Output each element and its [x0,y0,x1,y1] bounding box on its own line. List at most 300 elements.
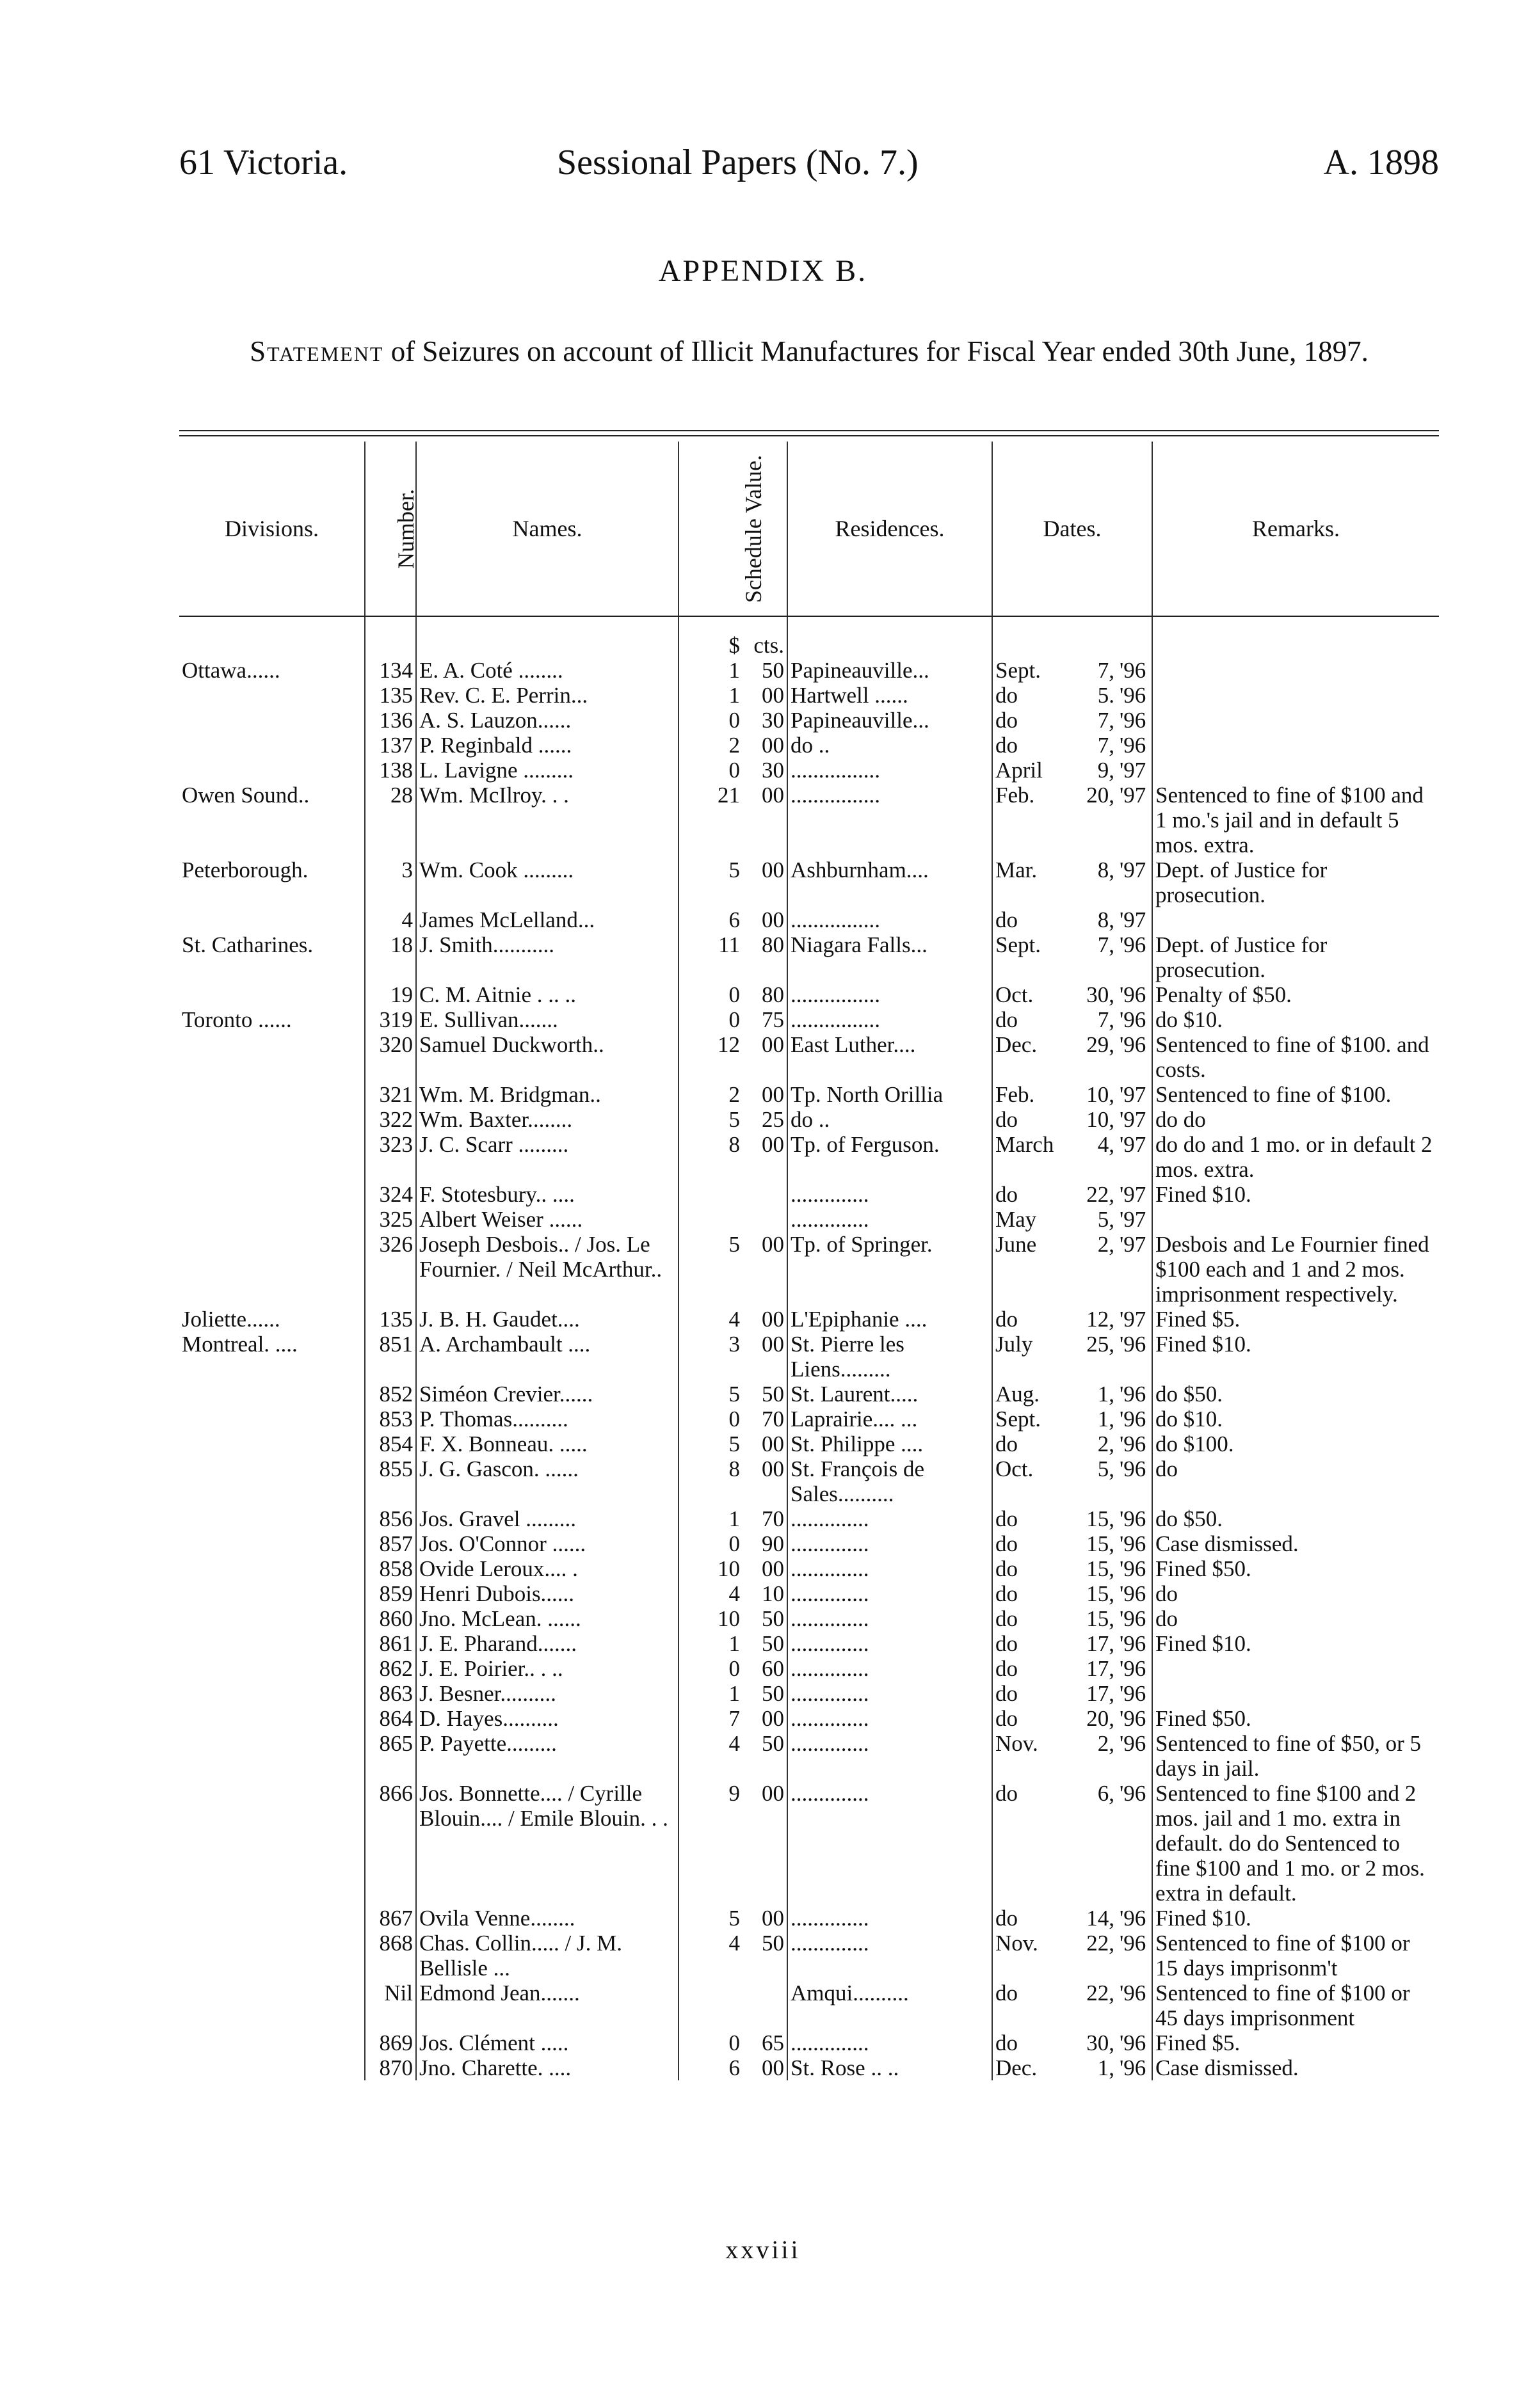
date-month-cell: Nov. [992,1931,1075,1981]
date-day-cell: 9, [1097,758,1114,783]
number-cell: 320 [365,1032,416,1082]
date-year-cell: '96 [1120,1032,1146,1057]
name-cell: Albert Weiser ...... [416,1207,679,1232]
name-cell: Wm. Baxter........ [416,1107,679,1132]
col-dates: Dates. [992,442,1152,616]
division-cell [179,1931,365,1981]
residence-cell: Ashburnham.... [787,857,992,907]
remarks-cell: do $10. [1152,1007,1439,1032]
number-cell: 853 [365,1407,416,1431]
name-cell: J. E. Pharand....... [416,1631,679,1656]
value-dollars-cell: 11 [679,932,743,982]
name-cell: D. Hayes.......... [416,1706,679,1731]
number-cell: 863 [365,1681,416,1706]
table-row [179,982,1439,1007]
date-month-cell: do [992,907,1075,932]
residence-cell: East Luther.... [787,1032,992,1082]
date-year-cell: '97 [1120,1082,1146,1107]
value-dollars-cell: 0 [679,2030,743,2055]
table-row [179,1556,1439,1581]
date-day-cell: 17, [1086,1681,1114,1706]
residence-cell: St. François de Sales.......... [787,1456,992,1506]
unit-cents: cts. [753,633,784,658]
remarks-cell: Penalty of $50. [1152,982,1439,1007]
table-row [179,1082,1439,1107]
date-month-cell: do [992,1981,1075,2030]
division-cell [179,758,365,783]
col-number [365,442,419,616]
value-dollars-cell: 10 [679,1606,743,1631]
division-cell [179,1407,365,1431]
residence-cell: ................ [787,1007,992,1032]
value-dollars-cell: 0 [679,982,743,1007]
name-cell: J. B. H. Gaudet.... [416,1307,679,1332]
name-cell: E. Sullivan....... [416,1007,679,1032]
table-row [179,2030,1439,2055]
name-cell: Jno. Charette. .... [416,2055,679,2080]
table-row [179,758,1439,783]
table-body [179,616,1439,2080]
col-number-label: Number. [392,488,419,569]
number-cell: 854 [365,1431,416,1456]
table-row [179,708,1439,733]
table-row [179,1382,1439,1407]
number-cell: 855 [365,1456,416,1506]
date-day-cell: 4, [1097,1132,1114,1157]
value-cents-cell: 00 [762,1706,784,1731]
remarks-cell: Desbois and Le Fournier fined $100 each and 1 and 2 mos. imprisonment respectively. [1152,1232,1439,1307]
value-cents-cell: 50 [762,658,784,683]
remarks-cell: Sentenced to fine of $100. and costs. [1152,1032,1439,1082]
table-row [179,907,1439,932]
remarks-cell: Dept. of Justice for prosecution. [1152,857,1439,907]
residence-cell: ................ [787,907,992,932]
date-year-cell: '96 [1120,1456,1146,1481]
value-cents-cell: 50 [762,1681,784,1706]
number-cell: Nil [365,1981,416,2030]
date-month-cell: do [992,708,1075,733]
date-day-cell: 17, [1086,1656,1114,1681]
value-dollars-cell: 5 [679,1107,743,1132]
value-cents-cell: 00 [762,1307,784,1332]
value-dollars-cell: 1 [679,1506,743,1531]
date-day-cell: 7, [1097,733,1114,758]
name-cell: Siméon Crevier...... [416,1382,679,1407]
date-day-cell: 8, [1097,907,1114,932]
name-cell: Jos. Bonnette.... / Cyrille Blouin.... / Emile Blouin. . . [416,1781,679,1906]
date-month-cell: Feb. [992,783,1075,857]
date-year-cell: '97 [1120,1107,1146,1132]
name-cell: E. A. Coté ........ [416,658,679,683]
date-month-cell: do [992,1431,1075,1456]
remarks-cell: do $50. [1152,1382,1439,1407]
remarks-cell: do [1152,1456,1439,1506]
column-header-row [179,442,1439,616]
name-cell: Chas. Collin..... / J. M. Bellisle ... [416,1931,679,1981]
table-row [179,1656,1439,1681]
number-cell: 864 [365,1706,416,1731]
number-cell: 870 [365,2055,416,2080]
table-row [179,1731,1439,1781]
name-cell: Ovide Leroux.... . [416,1556,679,1581]
name-cell: Wm. M. Bridgman.. [416,1082,679,1107]
date-day-cell: 2, [1097,1232,1114,1257]
date-year-cell: '96 [1120,2030,1146,2055]
remarks-cell: Fined $10. [1152,1332,1439,1382]
date-year-cell: '96 [1120,658,1146,683]
value-cents-cell: 00 [762,683,784,708]
residence-cell: .............. [787,1606,992,1631]
name-cell: Wm. Cook ......... [416,857,679,907]
value-cents-cell: 60 [762,1656,784,1681]
number-cell: 326 [365,1232,416,1307]
date-day-cell: 20, [1086,1706,1114,1731]
residence-cell: Amqui.......... [787,1981,992,2030]
residence-cell: ................ [787,982,992,1007]
value-cents-cell: 10 [762,1581,784,1606]
value-dollars-cell: 0 [679,758,743,783]
value-cents-cell: 00 [762,1082,784,1107]
remarks-cell: do do [1152,1107,1439,1132]
date-year-cell: '96 [1120,1631,1146,1656]
value-dollars-cell: 5 [679,1906,743,1931]
number-cell: 860 [365,1606,416,1631]
table-row [179,1506,1439,1531]
date-month-cell: do [992,1606,1075,1631]
remarks-cell [1152,907,1439,932]
value-cents-cell: 30 [762,758,784,783]
date-month-cell: do [992,1107,1075,1132]
number-cell: 862 [365,1656,416,1681]
date-year-cell: '96 [1120,982,1146,1007]
value-cents-cell: 00 [762,783,784,808]
name-cell: James McLelland... [416,907,679,932]
name-cell: Ovila Venne........ [416,1906,679,1931]
value-cents-cell: 00 [762,2055,784,2080]
header-year: A. 1898 [1323,143,1439,182]
number-cell: 861 [365,1631,416,1656]
name-cell: Joseph Desbois.. / Jos. Le Fournier. / Neil McArthur.. [416,1232,679,1307]
value-cents-cell: 50 [762,1731,784,1756]
name-cell: Jno. McLean. ...... [416,1606,679,1631]
date-day-cell: 7, [1097,932,1114,957]
remarks-cell: Sentenced to fine of $50, or 5 days in jail. [1152,1731,1439,1781]
date-month-cell: do [992,1007,1075,1032]
name-cell: J. E. Poirier.. . .. [416,1656,679,1681]
remarks-cell [1152,1207,1439,1232]
date-day-cell: 15, [1086,1531,1114,1556]
date-year-cell: '97 [1120,1207,1146,1232]
remarks-cell: do $100. [1152,1431,1439,1456]
date-month-cell: Dec. [992,1032,1075,1082]
value-dollars-cell [679,1981,743,2030]
division-cell: Montreal. .... [182,1332,298,1357]
number-cell: 852 [365,1382,416,1407]
residence-cell: Niagara Falls... [787,932,992,982]
date-month-cell: Sept. [992,658,1075,683]
value-cents-cell: 25 [762,1107,784,1132]
name-cell: F. Stotesbury.. .... [416,1182,679,1207]
residence-cell: .............. [787,1906,992,1931]
value-dollars-cell: 5 [679,857,743,907]
value-dollars-cell: 4 [679,1307,743,1332]
value-cents-cell: 75 [762,1007,784,1032]
date-day-cell: 5, [1097,1456,1114,1481]
date-day-cell: 17, [1086,1631,1114,1656]
remarks-cell: Fined $5. [1152,2030,1439,2055]
value-cents-cell: 00 [762,907,784,932]
number-cell: 3 [365,857,416,907]
remarks-cell: Sentenced to fine of $100 or 45 days imprisonment [1152,1981,1439,2030]
division-cell [179,1182,365,1207]
unit-dollars: $ [679,616,743,658]
value-cents-cell: 70 [762,1407,784,1431]
date-year-cell: '96 [1120,1431,1146,1456]
division-cell [179,1681,365,1706]
residence-cell: Papineauville... [787,658,992,683]
number-cell: 858 [365,1556,416,1581]
date-day-cell: 8, [1097,857,1114,882]
value-dollars-cell [679,1182,743,1207]
value-dollars-cell: 0 [679,1007,743,1032]
remarks-cell: Fined $50. [1152,1556,1439,1581]
date-month-cell: do [992,1556,1075,1581]
residence-cell: .............. [787,1556,992,1581]
value-cents-cell: 30 [762,708,784,733]
table-row [179,1307,1439,1332]
value-dollars-cell: 6 [679,2055,743,2080]
date-day-cell: 15, [1086,1606,1114,1631]
date-year-cell: '96 [1120,1581,1146,1606]
col-residences: Residences. [787,442,992,616]
header-session: 61 Victoria. [179,143,348,182]
number-cell: 321 [365,1082,416,1107]
residence-cell: do .. [787,733,992,758]
date-year-cell: '96 [1120,1906,1146,1931]
unit-row [179,616,1439,658]
date-year-cell: '96 [1120,1931,1146,1956]
residence-cell: Laprairie.... ... [787,1407,992,1431]
value-dollars-cell [679,1207,743,1232]
number-cell: 866 [365,1781,416,1906]
date-month-cell: July [992,1332,1075,1382]
number-cell: 18 [365,932,416,982]
remarks-cell [1152,683,1439,708]
value-dollars-cell: 12 [679,1032,743,1082]
date-day-cell: 7, [1097,708,1114,733]
division-cell [179,1032,365,1082]
table-row [179,1182,1439,1207]
table-row [179,1107,1439,1132]
residence-cell: .............. [787,2030,992,2055]
header-title: Sessional Papers (No. 7.) [557,143,919,182]
table-row [179,683,1439,708]
value-cents-cell: 00 [762,1456,784,1481]
number-cell: 869 [365,2030,416,2055]
number-cell: 4 [365,907,416,932]
number-cell: 28 [365,783,416,857]
value-dollars-cell: 5 [679,1232,743,1307]
value-cents-cell: 50 [762,1606,784,1631]
division-cell [179,683,365,708]
name-cell: Jos. Gravel ......... [416,1506,679,1531]
date-day-cell: 22, [1086,1931,1114,1956]
value-cents-cell [743,1207,787,1232]
number-cell: 138 [365,758,416,783]
value-cents-cell: 50 [762,1931,784,1956]
residence-cell: St. Philippe .... [787,1431,992,1456]
division-cell [179,1906,365,1931]
residence-cell: .............. [787,1706,992,1731]
value-cents-cell: 00 [762,857,784,882]
date-day-cell: 2, [1097,1731,1114,1756]
date-day-cell: 20, [1086,783,1114,808]
value-dollars-cell: 21 [679,783,743,857]
residence-cell: .............. [787,1631,992,1656]
date-month-cell: Sept. [992,932,1075,982]
table-row [179,783,1439,857]
running-header [179,142,1439,193]
residence-cell: Tp. North Orillia [787,1082,992,1107]
date-month-cell: do [992,1631,1075,1656]
date-month-cell: do [992,683,1075,708]
residence-cell: do .. [787,1107,992,1132]
date-month-cell: do [992,1906,1075,1931]
date-month-cell: June [992,1232,1075,1307]
name-cell: P. Reginbald ...... [416,733,679,758]
date-year-cell: '96 [1120,1706,1146,1731]
table-row [179,1007,1439,1032]
date-year-cell: '96 [1120,708,1146,733]
date-day-cell: 15, [1086,1506,1114,1531]
residence-cell: .............. [787,1531,992,1556]
date-day-cell: 22, [1086,1981,1114,2005]
remarks-cell [1152,1656,1439,1681]
value-dollars-cell: 8 [679,1456,743,1506]
remarks-cell: do do and 1 mo. or in default 2 mos. extra. [1152,1132,1439,1182]
value-cents-cell: 00 [762,1781,784,1806]
residence-cell: .............. [787,1182,992,1207]
remarks-cell: do $10. [1152,1407,1439,1431]
date-month-cell: do [992,1581,1075,1606]
name-cell: J. Smith........... [416,932,679,982]
residence-cell: Tp. of Springer. [787,1232,992,1307]
value-dollars-cell: 4 [679,1931,743,1981]
date-day-cell: 15, [1086,1556,1114,1581]
value-dollars-cell: 4 [679,1581,743,1606]
value-cents-cell: 00 [762,1431,784,1456]
table-row [179,1781,1439,1906]
remarks-cell: Fined $5. [1152,1307,1439,1332]
number-cell: 322 [365,1107,416,1132]
date-month-cell: March [992,1132,1075,1182]
date-year-cell: '96 [1120,1731,1146,1756]
date-day-cell: 12, [1086,1307,1114,1332]
value-cents-cell: 00 [762,1032,784,1057]
date-year-cell: '97 [1120,1307,1146,1332]
date-year-cell: '96 [1120,1531,1146,1556]
value-dollars-cell: 1 [679,1681,743,1706]
value-cents-cell [743,1981,787,2030]
table-row [179,1706,1439,1731]
remarks-cell: Fined $50. [1152,1706,1439,1731]
date-year-cell: '96 [1120,1407,1146,1431]
date-month-cell: do [992,1307,1075,1332]
table-row [179,1931,1439,1981]
date-year-cell: '96 [1120,1382,1146,1407]
table-row [179,1207,1439,1232]
date-year-cell: '97 [1120,907,1146,932]
residence-cell: .............. [787,1207,992,1232]
table-row [179,2055,1439,2080]
division-cell [179,982,365,1007]
value-dollars-cell: 1 [679,1631,743,1656]
name-cell: L. Lavigne ......... [416,758,679,783]
division-cell [179,2055,365,2080]
division-cell [179,1232,365,1307]
date-day-cell: 1, [1097,1407,1114,1431]
date-day-cell: 30, [1086,982,1114,1007]
remarks-cell: Case dismissed. [1152,1531,1439,1556]
value-cents-cell: 00 [762,1332,784,1357]
value-dollars-cell: 4 [679,1731,743,1781]
table-row [179,1631,1439,1656]
value-cents-cell: 00 [762,1906,784,1931]
table-row [179,1606,1439,1631]
col-divisions: Divisions. [179,442,365,616]
value-cents-cell: 00 [762,1232,784,1257]
date-month-cell: do [992,733,1075,758]
date-year-cell: '96 [1120,1506,1146,1531]
value-cents-cell: 00 [762,1132,784,1157]
col-value-label: Schedule Value. [741,454,767,603]
value-dollars-cell: 7 [679,1706,743,1731]
number-cell: 135 [365,683,416,708]
date-day-cell: 22, [1086,1182,1114,1207]
remarks-cell: Sentenced to fine of $100. [1152,1082,1439,1107]
division-cell: Joliette...... [182,1307,280,1332]
value-cents-cell: 00 [762,1556,784,1581]
value-dollars-cell: 2 [679,1082,743,1107]
date-month-cell: do [992,1681,1075,1706]
date-day-cell: 25, [1086,1332,1114,1357]
table-row [179,1407,1439,1431]
page-number: xxviii [725,2235,801,2264]
number-cell: 323 [365,1132,416,1182]
table-row [179,1906,1439,1931]
remarks-cell: Fined $10. [1152,1906,1439,1931]
name-cell: C. M. Aitnie . .. .. [416,982,679,1007]
residence-cell: Papineauville... [787,708,992,733]
appendix-title: APPENDIX B. [658,254,868,288]
name-cell: A. S. Lauzon...... [416,708,679,733]
seizures-table [179,442,1439,2080]
date-month-cell: do [992,1531,1075,1556]
name-cell: Samuel Duckworth.. [416,1032,679,1082]
division-cell [179,1731,365,1781]
date-day-cell: 2, [1097,1431,1114,1456]
division-cell [179,1581,365,1606]
value-cents-cell: 90 [762,1531,784,1556]
date-day-cell: 7, [1097,1007,1114,1032]
date-day-cell: 30, [1086,2030,1114,2055]
remarks-cell [1152,708,1439,733]
name-cell: Edmond Jean....... [416,1981,679,2030]
name-cell: P. Thomas.......... [416,1407,679,1431]
date-year-cell: '97 [1120,1182,1146,1207]
residence-cell: .............. [787,1506,992,1531]
number-cell: 136 [365,708,416,733]
